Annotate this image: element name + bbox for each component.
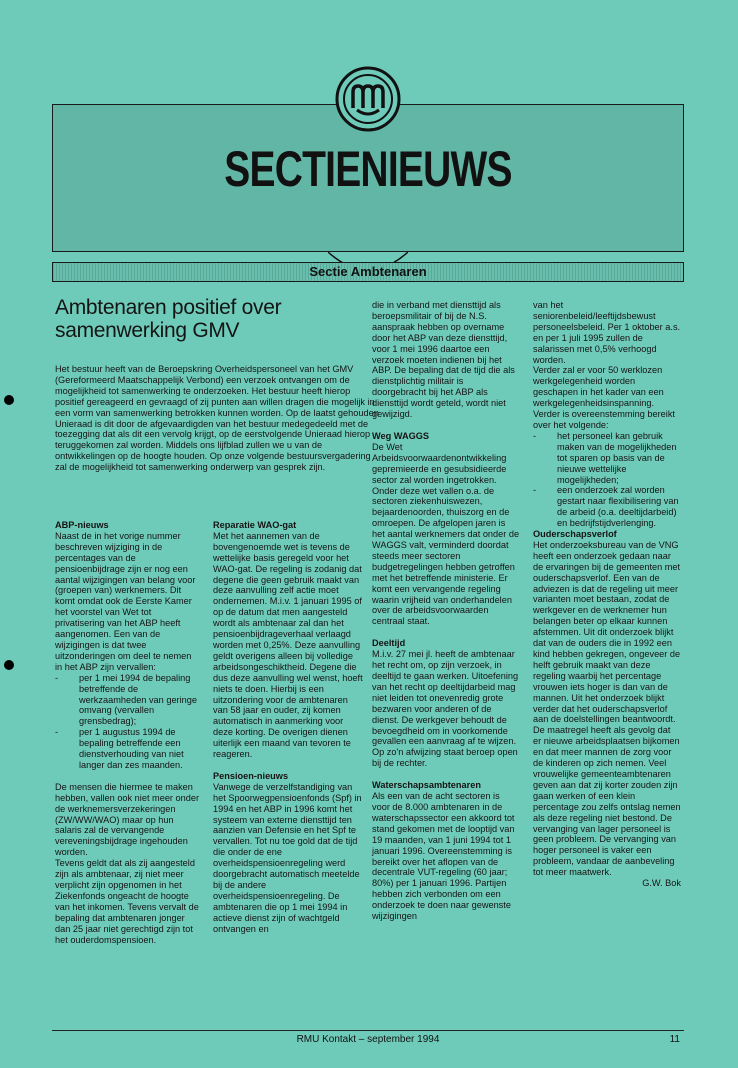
heading-weg-waggs: Weg WAGGS <box>372 430 429 441</box>
author-signature: G.W. Bok <box>642 878 681 889</box>
column-2 <box>213 520 363 935</box>
punch-hole <box>4 660 14 670</box>
footer-rule <box>52 1030 684 1031</box>
masthead-title: SECTIENIEUWS <box>224 141 512 197</box>
paragraph: Tevens geldt dat als zij aangesteld zijn als ambtenaar, zij niet meer verplicht zijn opgenomen in het Ziekenfonds ongeacht de hoogte van het inkomen. Tevens vervalt de bepaling dat ambtenaren jonger dan 25 jaar niet gerechtigd zijn tot het ouderdomspensioen. <box>55 858 199 945</box>
paragraph: Het onderzoeksbureau van de VNG heeft een onderzoek gedaan naar de ervaringen bij de gemeenten met ouderschapsverlof. Een van de adviezen is dat de regeling uit meer varianten moet bestaan, zodat de werkgever en de werknemer hun belangen beter op elkaar kunnen afstemmen. Uit dit onderzoek blijkt dat van de ouders die in 1992 een kind hebben gekregen, ongeveer de helft gebruik maakt van deze regeling waarbij het percentage vrouwen iets hoger is dan van de mannen. Uit het onderzoek blijkt verder dat het ouderschapsverlof aan de doelstellingen beantwoordt. De maatregel heeft als gevolg dat er nieuwe arbeidsplaatsen bijkomen en dat meer mannen de zorg voor de kinderen op zich nemen. Veel vrouwelijke gemeenteambtenaren geven aan dat zij korter zouden zijn gaan werken of een klein percentage zou zelfs ontslag nemen als deze regeling niet bestond. De vervanging van lager personeel is geen probleem. De vervanging van hoger personeel is vaker een probleem, vandaar de aanbeveling tot meer maatwerk. <box>533 539 681 878</box>
page-number: 11 <box>669 1034 680 1045</box>
article-intro: Het bestuur heeft van de Beroepskring Overheidspersoneel van het GMV (Gereformeerd Maatschappelijk Verbond) een verzoek ontvangen om de mogelijkheid tot samenwerking te onderzoeken. Het bestuur heeft hierop positief gereageerd en gevraagd of zij punten aan willen dragen die mogelijk in een vorm van samenwerking betrokken kunnen worden. Op de laatst gehouden Unieraad is dit door de afgevaardigden van het bestuur medegedeeld met de toezegging dat als dit een vervolg krijgt, op de eerstvolgende Unieraad hierop teruggekomen zal worden. Middels ons lijfblad zullen we u van de ontwikkelingen op de hoogte houden. Op onze volgende bestuursvergadering zal de mogelijkheid tot samenwerking onderwerp van gesprek zijn. <box>55 364 379 473</box>
bullet-dash: - <box>55 727 59 738</box>
heading-waterschapsambtenaren: Waterschapsambtenaren <box>372 780 481 791</box>
paragraph: Met het aannemen van de bovengenoemde wet is tevens de wettelijke basis geregeld voor het WAO-gat. De regeling is zodanig dat degene die geen gebruik maakt van deze aanvulling zelf actie moet ondernemen. M.i.v. 1 januari 1995 of op de datum dat men aangesteld wordt als ambtenaar zal dan het pensioenbijdrageverhaal verlaagd worden met 0,25%. Deze aanvulling geldt overigens alleen bij volledige arbeidsongeschiktheid. Degene die dus deze aanvulling wel wenst, hoeft niets te doen. Hierbij is een uitzondering voor de ambtenaren van 58 jaar en ouder, zij komen automatisch in aanmerking voor deze korting. De overigen dienen uiterlijk een maand van tevoren te reageren. <box>213 530 363 760</box>
paragraph: van het seniorenbeleid/leeftijdsbewust personeelsbeleid. Per 1 oktober a.s. en per 1 juli 1995 zullen de salarissen met 0,5% verhoogd worden. <box>533 300 681 365</box>
bullet-text: per 1 mei 1994 de bepaling betreffende de werkzaamheden van geringe omvang (vervallen grensbedrag); <box>79 672 197 727</box>
bullet-item <box>55 673 201 728</box>
bullet-dash: - <box>55 672 59 683</box>
paragraph: De Wet Arbeidsvoorwaardenontwikkeling gepremieerde en gesubsidieerde sector zal worden ingetrokken. Onder deze wet vallen o.a. de sectoren ziekenhuiswezen, bejaardenoorden, thuiszorg en de omroepen. De afgelopen jaren is het aantal werknemers dat onder de WAGGS valt, verminderd doordat steeds meer sectoren budgetregelingen hebben getroffen met het betreffende ministerie. Er komt een vervangende regeling waarin vrijheid van onderhandelen over de arbeidsvoorwaarden centraal staat. <box>372 441 520 627</box>
bullet-text: per 1 augustus 1994 de bepaling betreffende een dienstverhouding van niet langer dan zes maanden. <box>79 727 184 770</box>
article-title: Ambtenaren positief over samenwerking GMV <box>55 296 282 342</box>
column-3 <box>372 300 520 922</box>
heading-deeltijd: Deeltijd <box>372 638 406 649</box>
paragraph: Als een van de acht sectoren is voor de 8.000 ambtenaren in de waterschapssector een akkoord tot stand gekomen met de looptijd van 19 maanden, van 1 juni 1994 tot 1 januari 1996. Overeenstemming is bereikt over het aflopen van de decentrale VUT-regeling (60 jaar; 80%) per 1 januari 1996. Partijen hebben zich verbonden om een onderzoek te doen naar gewenste wijzigingen <box>372 791 515 922</box>
bullet-item <box>533 431 681 486</box>
paragraph: Verder zal er voor 50 werklozen werkgelegenheid worden geschapen in het kader van een werkgelegenheidsinspanning. Verder is overeenstemming bereikt over het volgende: <box>533 365 675 430</box>
heading-abp-nieuws: ABP-nieuws <box>55 520 109 530</box>
paragraph: Naast de in het vorige nummer beschreven wijziging in de percentages van de pensioenbijdrage zijn er nog een aantal wijzigingen van belang voor (groepen van) werknemers. Dit komt omdat ook de Eerste Kamer het voorstel van Wet tot privatisering van het ABP heeft aangenomen. Een van de wijzigingen is dat twee uitzonderingen om deel te nemen in het ABP zijn vervallen: <box>55 530 196 672</box>
rmu-logo-icon <box>335 66 401 132</box>
punch-hole <box>4 395 14 405</box>
paragraph: M.i.v. 27 mei jl. heeft de ambtenaar het recht om, op zijn verzoek, in deeltijd te gaan werken. Uitoefening van het recht op deeltijdarbeid mag niet leiden tot onevenredig grote bezwaren voor anderen of de dienst. De werkgever behoudt de bevoegdheid om in voorkomende gevallen een aanvraag af te wijzen. Op zo'n afwijzing staat beroep open bij de rechter. <box>372 649 519 769</box>
bullet-dash: - <box>533 485 537 496</box>
bullet-text: een onderzoek zal worden gestart naar flexibilisering van de arbeid (o.a. deeltijdarbeid) en bedrijfstijdverlenging. <box>557 485 679 529</box>
column-1 <box>55 520 201 945</box>
column-4 <box>533 300 681 889</box>
bullet-item <box>533 485 681 529</box>
heading-reparatie-wao-gat: Reparatie WAO-gat <box>213 520 297 530</box>
section-band: Sectie Ambtenaren <box>52 262 684 282</box>
bullet-text: het personeel kan gebruik maken van de mogelijkheden tot sparen op basis van de nieuwe wettelijke mogelijkheden; <box>557 430 677 485</box>
paragraph: Vanwege de verzelfstandiging van het Spoorwegpensioenfonds (Spf) in 1994 en het ABP in 1996 komt het systeem van externe diensttijd ten aanzien van Defensie en het Spf te vervallen. Tot nu toe gold dat de tijd die onder de ene overheidspensioenregeling werd doorgebracht automatisch meetelde bij de andere overheidspensioenregeling. De ambtenaren die op 1 mei 1994 in actieve dienst zijn of wachtgeld ontvangen en <box>213 781 362 934</box>
heading-pensioen-nieuws: Pensioen-nieuws <box>213 770 289 781</box>
bullet-dash: - <box>533 430 537 441</box>
footer-text: RMU Kontakt – september 1994 <box>296 1034 440 1045</box>
heading-ouderschapsverlof: Ouderschapsverlof <box>533 529 617 540</box>
bullet-item <box>55 727 201 771</box>
paragraph: die in verband met diensttijd als beroepsmilitair of bij de N.S. aanspraak hebben op overname door het ABP van deze diensttijd, voor 1 mei 1996 daartoe een verzoek moeten indienen bij het ABP. De bepaling dat de tijd die als dienstplichtig militair is doorgebracht bij het ABP als diensttijd wordt geteld, wordt niet gewijzigd. <box>372 300 515 420</box>
paragraph: De mensen die hiermee te maken hebben, vallen ook niet meer onder de werknemersverzekeringen (ZW/WW/WAO) maar op hun salaris zal de vervangende vereveningsbijdrage ingehouden worden. <box>55 781 200 858</box>
